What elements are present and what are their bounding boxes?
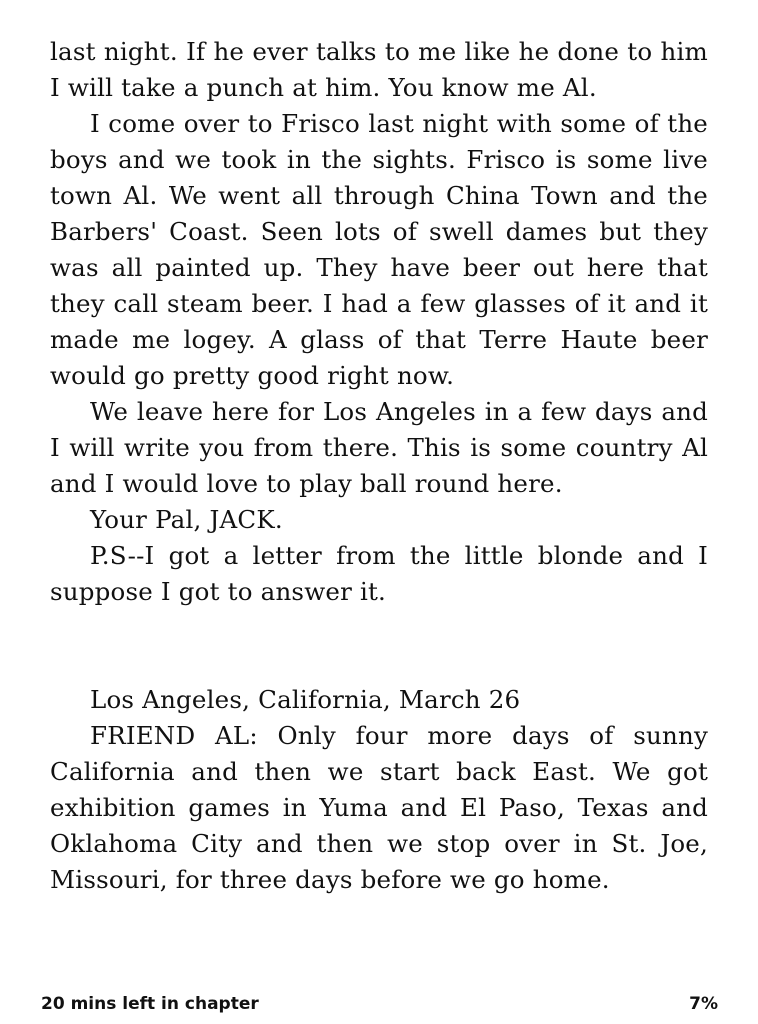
paragraph-continuation: last night. If he ever talks to me like he done to him I will take a punch at him. You know me Al. xyxy=(50,37,708,102)
reader-page[interactable] xyxy=(50,34,708,898)
paragraph-friend-al: FRIEND AL: Only four more days of sunny California and then we start back East. We got exhibition games in Yuma and El Paso, Texas and Oklahoma City and then we stop over in St. Joe, Missouri, for three days before we go home. xyxy=(50,721,708,894)
paragraph-frisco: I come over to Frisco last night with some of the boys and we took in the sights. Frisco is some live town Al. We went all through China Town and the Barbers' Coast. Seen lots of swell dames but they was all painted up. They have beer out here that they call steam beer. I had a few glasses of it and it made me logey. A glass of that Terre Haute beer would go pretty good right now. xyxy=(50,109,708,390)
letter-dateline: Los Angeles, California, March 26 xyxy=(90,685,521,714)
time-left-label: 20 mins left in chapter xyxy=(41,994,259,1014)
reader-footer xyxy=(41,992,718,1016)
section-break xyxy=(50,610,708,682)
paragraph-los-angeles-plans: We leave here for Los Angeles in a few days and I will write you from there. This is some country Al and I would love to play ball round here. xyxy=(50,397,708,498)
progress-percent: 7% xyxy=(689,994,718,1014)
letter-signature: Your Pal, JACK. xyxy=(90,505,283,534)
letter-postscript: P.S--I got a letter from the little blonde and I suppose I got to answer it. xyxy=(50,541,708,606)
